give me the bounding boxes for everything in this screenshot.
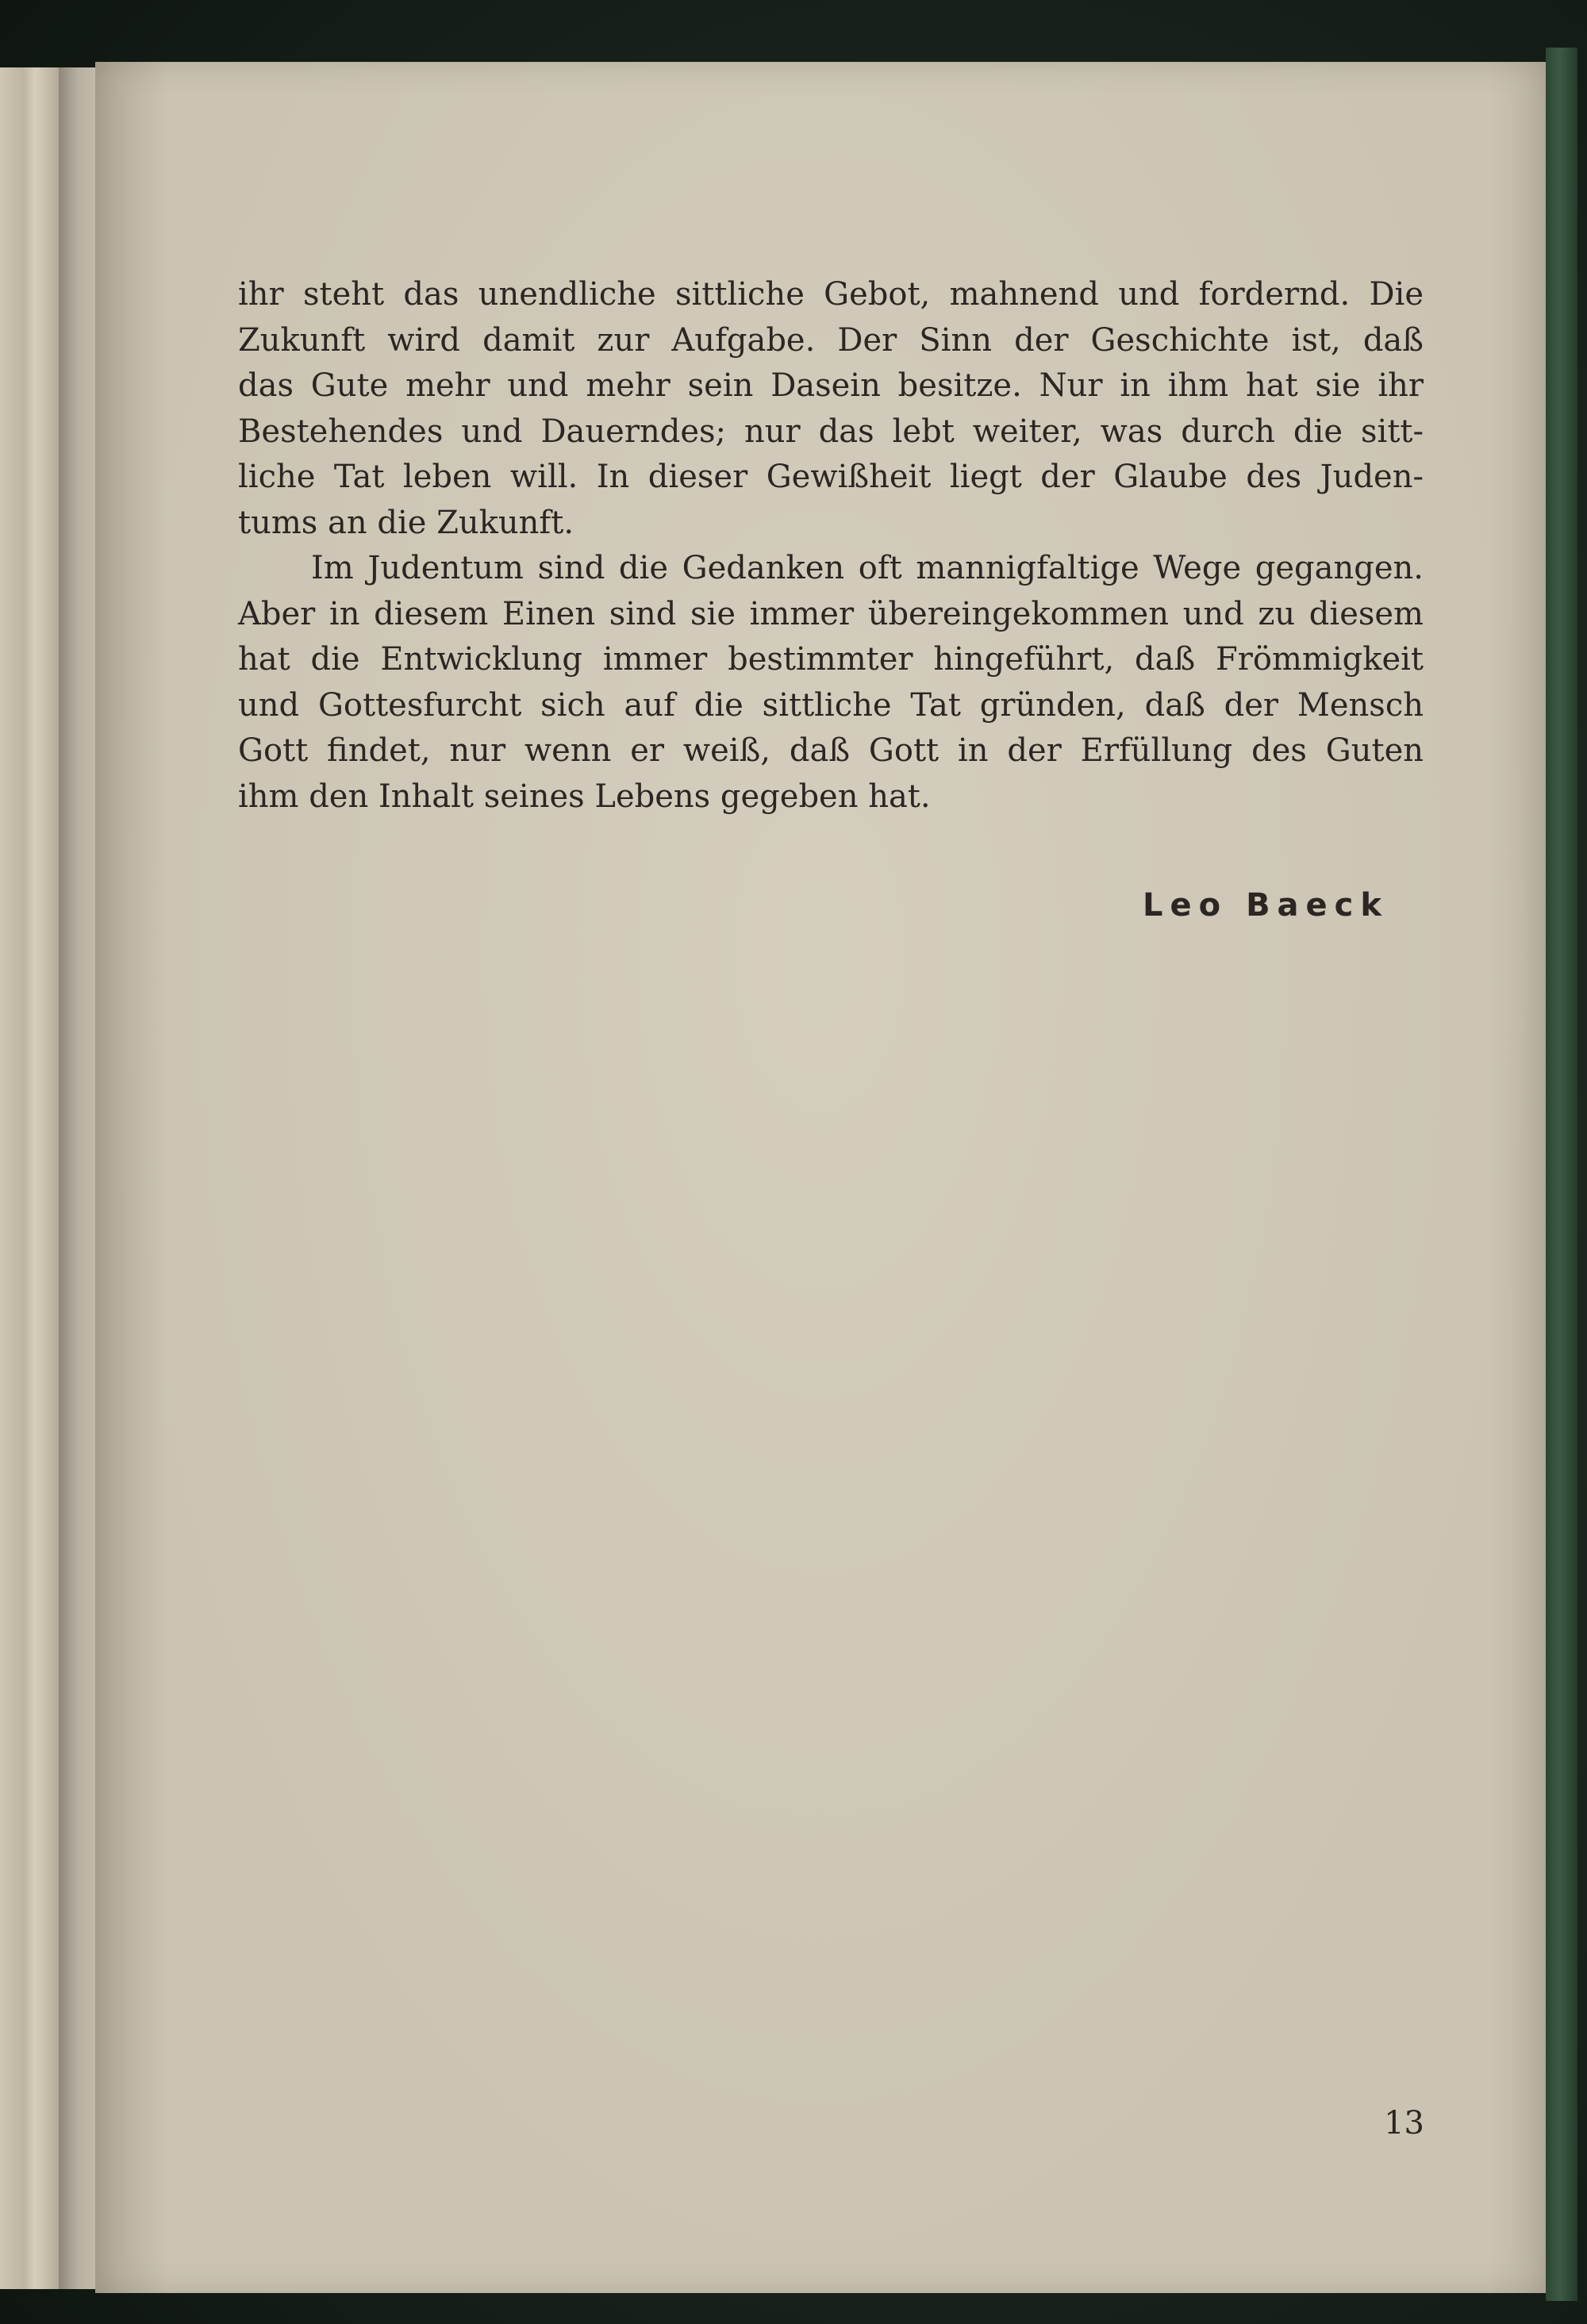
text-line: Aber in diesem Einen sind sie immer übereingekommen und zu diesem	[238, 595, 1424, 632]
text-line: Im Judentum sind die Gedanken oft mannigfaltige Wege gegangen.	[311, 550, 1424, 586]
page-number: 13	[1384, 2105, 1424, 2142]
text-line: und Gottesfurcht sich auf die sittliche Tat gründen, daß der Mensch	[238, 686, 1424, 724]
text-line: ihm den Inhalt seines Lebens gegeben hat.	[238, 778, 931, 815]
previous-page-edge	[0, 67, 59, 2289]
book-cover-edge	[1546, 48, 1577, 2301]
book-page	[95, 62, 1546, 2293]
text-line: tums an die Zukunft.	[238, 504, 574, 541]
author-signature: Leo Baeck	[1143, 887, 1389, 924]
text-line: ihr steht das unendliche sittliche Gebot, mahnend und fordernd. Die	[238, 276, 1424, 313]
text-line: das Gute mehr und mehr sein Dasein besitze. Nur in ihm hat sie ihr	[238, 367, 1424, 404]
text-line: hat die Entwicklung immer bestimmter hingeführt, daß Frömmigkeit	[238, 641, 1424, 678]
text-line: liche Tat leben will. In dieser Gewißheit liegt der Glaube des Juden-	[238, 459, 1424, 495]
text-line: Zukunft wird damit zur Aufgabe. Der Sinn der Geschichte ist, daß	[238, 321, 1424, 359]
text-line: Bestehendes und Dauerndes; nur das lebt weiter, was durch die sitt-	[238, 413, 1424, 450]
text-line: Gott findet, nur wenn er weiß, daß Gott in der Erfüllung des Guten	[238, 732, 1424, 769]
body-text	[238, 272, 1424, 820]
paragraph-2	[238, 546, 1424, 820]
paragraph-1	[238, 272, 1424, 546]
